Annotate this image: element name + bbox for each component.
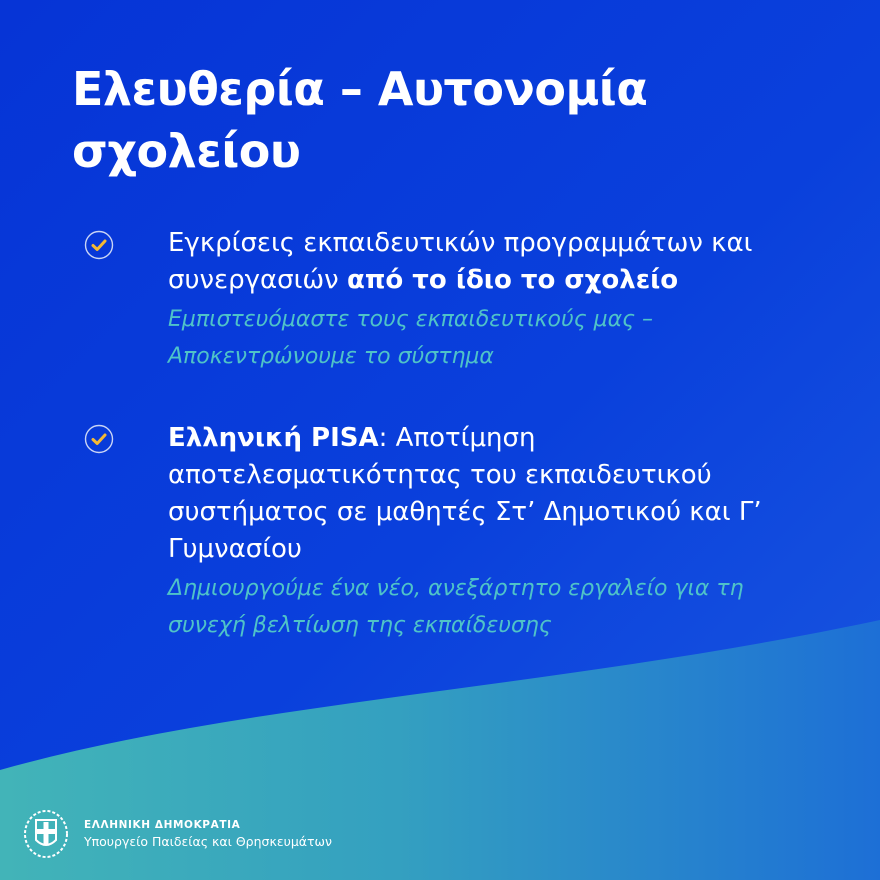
footer bbox=[22, 808, 332, 860]
title-line-2: σχολείου bbox=[72, 124, 301, 178]
item-main-text: Ελληνική PISA: Αποτίμηση αποτελεσματικότητας του εκπαιδευτικού συστήματος σε μαθητές Στ’ Δημοτικού και Γ’ Γυμνασίου bbox=[168, 423, 762, 564]
footer-subtitle: Υπουργείο Παιδείας και Θρησκευμάτων bbox=[84, 834, 332, 849]
list-item bbox=[168, 420, 848, 644]
page-title bbox=[72, 58, 647, 182]
coat-of-arms-logo bbox=[22, 808, 70, 860]
item-subtitle: Δημιουργούμε ένα νέο, ανεξάρτητο εργαλείο για τη συνεχή βελτίωση της εκπαίδευσης bbox=[168, 576, 744, 638]
list-item bbox=[168, 225, 848, 375]
item-subtitle: Εμπιστευόμαστε τους εκπαιδευτικούς μας – Αποκεντρώνουμε το σύστημα bbox=[168, 307, 654, 369]
title-line-1: Ελευθερία – Αυτονομία bbox=[72, 62, 648, 116]
check-circle-icon bbox=[84, 424, 114, 454]
check-circle-icon bbox=[84, 230, 114, 260]
item-main-text: Εγκρίσεις εκπαιδευτικών προγραμμάτων και συνεργασιών από το ίδιο το σχολείο bbox=[168, 228, 753, 295]
footer-title: ΕΛΛΗΝΙΚΗ ΔΗΜΟΚΡΑΤΙΑ bbox=[84, 819, 241, 831]
